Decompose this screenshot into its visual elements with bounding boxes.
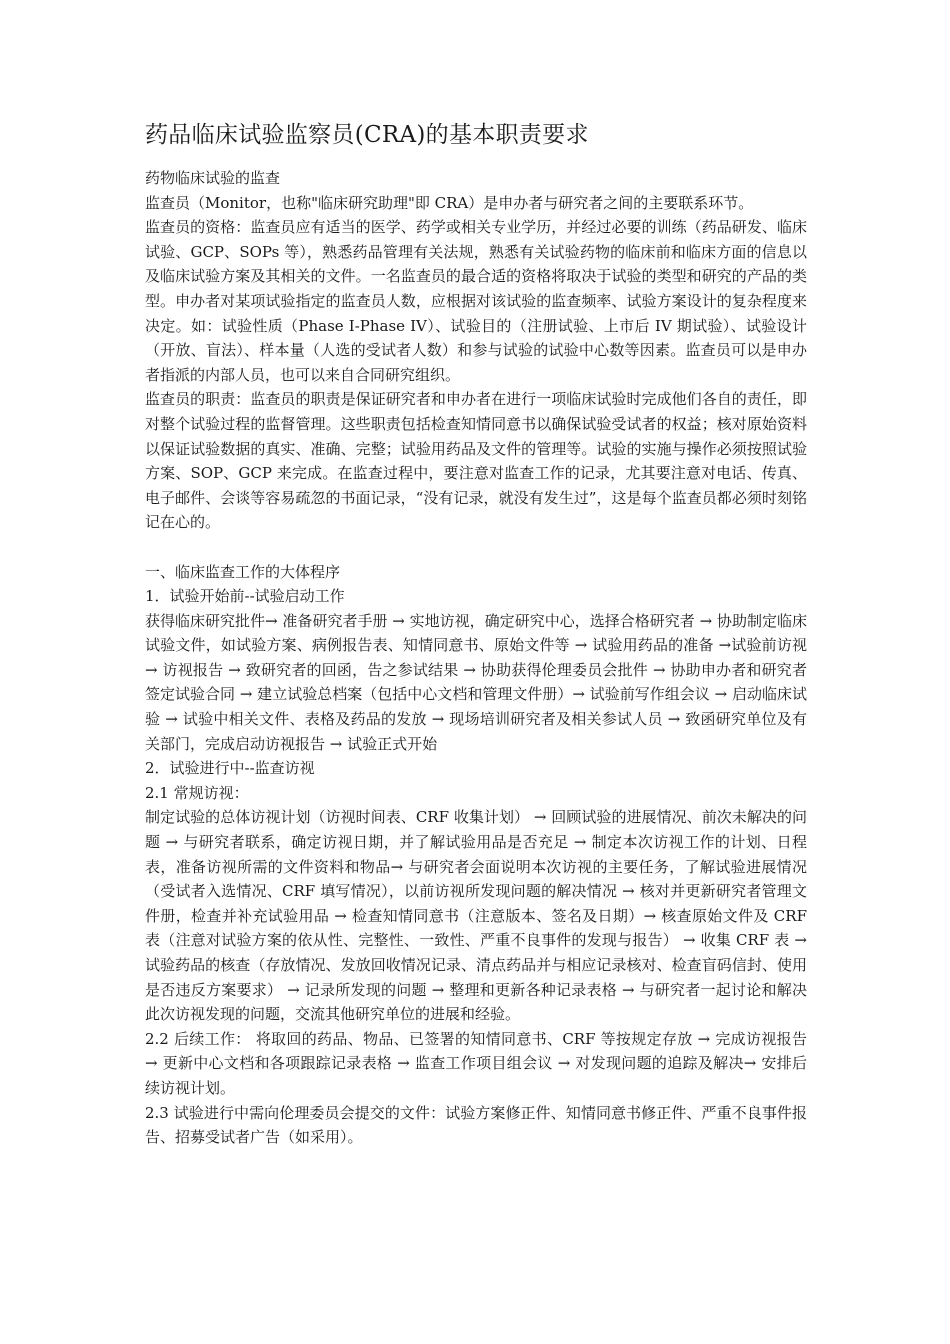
paragraph-ethics-submissions: 2.3 试验进行中需向伦理委员会提交的文件：试验方案修正件、知情同意书修正件、严重不良事件报告、招募受试者广告（如采用）。 <box>145 1103 807 1147</box>
section-heading-procedure: 一、临床监查工作的大体程序 <box>145 562 341 581</box>
document-title: 药品临床试验监察员(CRA)的基本职责要求 <box>145 122 589 148</box>
blank-line <box>145 535 807 560</box>
section-heading: 药物临床试验的监查 <box>145 169 281 187</box>
paragraph-monitor-qualifications: 监查员的资格：监查员应有适当的医学、药学或相关专业学历，并经过必要的训练（药品研发、临床试验、GCP、SOPs 等），熟悉药品管理有关法规，熟悉有关试验药物的临床前和临床方面的信息以及临床试验方案及其相关的文件。一名监查员的最合适的资格将取决于试验的类型和研究的产品的类型。申办者对某项试验指定的监查员人数，应根据对该试验的监查频率、试验方案设计的复杂程度来决定。如：试验性质（Phase I-Phase IV）、试验目的（注册试验、上市后 IV 期试验）、试验设计（开放、盲法）、样本量（人选的受试者人数）和参与试验的试验中心数等因素。监查员可以是申办者指派的内部人员，也可以来自合同研究组织。 <box>145 218 807 384</box>
subsection-heading-pretrial: 1．试验开始前--试验启动工作 <box>145 587 345 606</box>
paragraph-monitor-duties: 监查员的职责：监查员的职责是保证研究者和申办者在进行一项临床试验时完成他们各自的责任，即对整个试验过程的监督管理。这些职责包括检查知情同意书以确保试验受试者的权益；核对原始资料以保证试验数据的真实、准确、完整；试验用药品及文件的管理等。试验的实施与操作必须按照试验方案、SOP、GCP 来完成。在监查过程中，要注意对监查工作的记录，尤其要注意对电话、传真、电子邮件、会谈等容易疏忽的书面记录，“没有记录，就没有发生过”，这是每个监查员都必须时刻铭记在心的。 <box>145 390 807 532</box>
paragraph-routine-visit-steps: 制定试验的总体访视计划（访视时间表、CRF 收集计划） → 回顾试验的进展情况、前次未解决的问题 → 与研究者联系，确定访视日期，并了解试验用品是否充足 → 制定本次访视工作的计划、日程表，准备访视所需的文件资料和物品→ 与研究者会面说明本次访视的主要任务，了解试验进展情况（受试者入选情况、CRF 填写情况），以前访视所发现问题的解决情况 → 核对并更新研究者管理文件册，检查并补充试验用品 → 检查知情同意书（注意版本、签名及日期）→ 核查原始文件及 CRF 表（注意对试验方案的依从性、完整性、一致性、严重不良事件的发现与报告） → 收集 CRF 表 → 试验药品的核查（存放情况、发放回收情况记录、清点药品并与相应记录核对、检查盲码信封、使用是否违反方案要求） → 记录所发现的问题 → 整理和更新各种记录表格 → 与研究者一起讨论和解决此次访视发现的问题，交流其他研究单位的进展和经验。 <box>145 808 807 1024</box>
subsection-heading-routine-visit: 2.1 常规访视： <box>145 783 249 802</box>
paragraph-pretrial-steps: 获得临床研究批件→ 准备研究者手册 → 实地访视，确定研究中心，选择合格研究者 → 协助制定临床试验文件，如试验方案、病例报告表、知情同意书、原始文件等 → 试验用药品的准备 →试验前访视 → 访视报告 → 致研究者的回函，告之参试结果 → 协助获得伦理委员会批件 → 协助申办者和研究者签定试验合同 → 建立试验总档案（包括中心文档和管理文件册）→ 试验前写作组会议 → 启动临床试验 → 试验中相关文件、表格及药品的发放 → 现场培训研究者及相关参试人员 → 致函研究单位及有关部门，完成启动访视报告 → 试验正式开始 <box>145 611 807 753</box>
paragraph-monitor-definition: 监查员（Monitor，也称"临床研究助理"即 CRA）是申办者与研究者之间的主要联系环节。 <box>145 193 754 212</box>
document-page <box>145 118 807 1150</box>
subsection-heading-during-trial: 2．试验进行中--监查访视 <box>145 759 315 778</box>
paragraph-followup-work: 2.2 后续工作： 将取回的药品、物品、已签署的知情同意书、CRF 等按规定存放 → 完成访视报告 → 更新中心文档和各项跟踪记录表格 → 监查工作项目组会议 → 对发现问题的追踪及解决→ 安排后续访视计划。 <box>145 1029 807 1097</box>
